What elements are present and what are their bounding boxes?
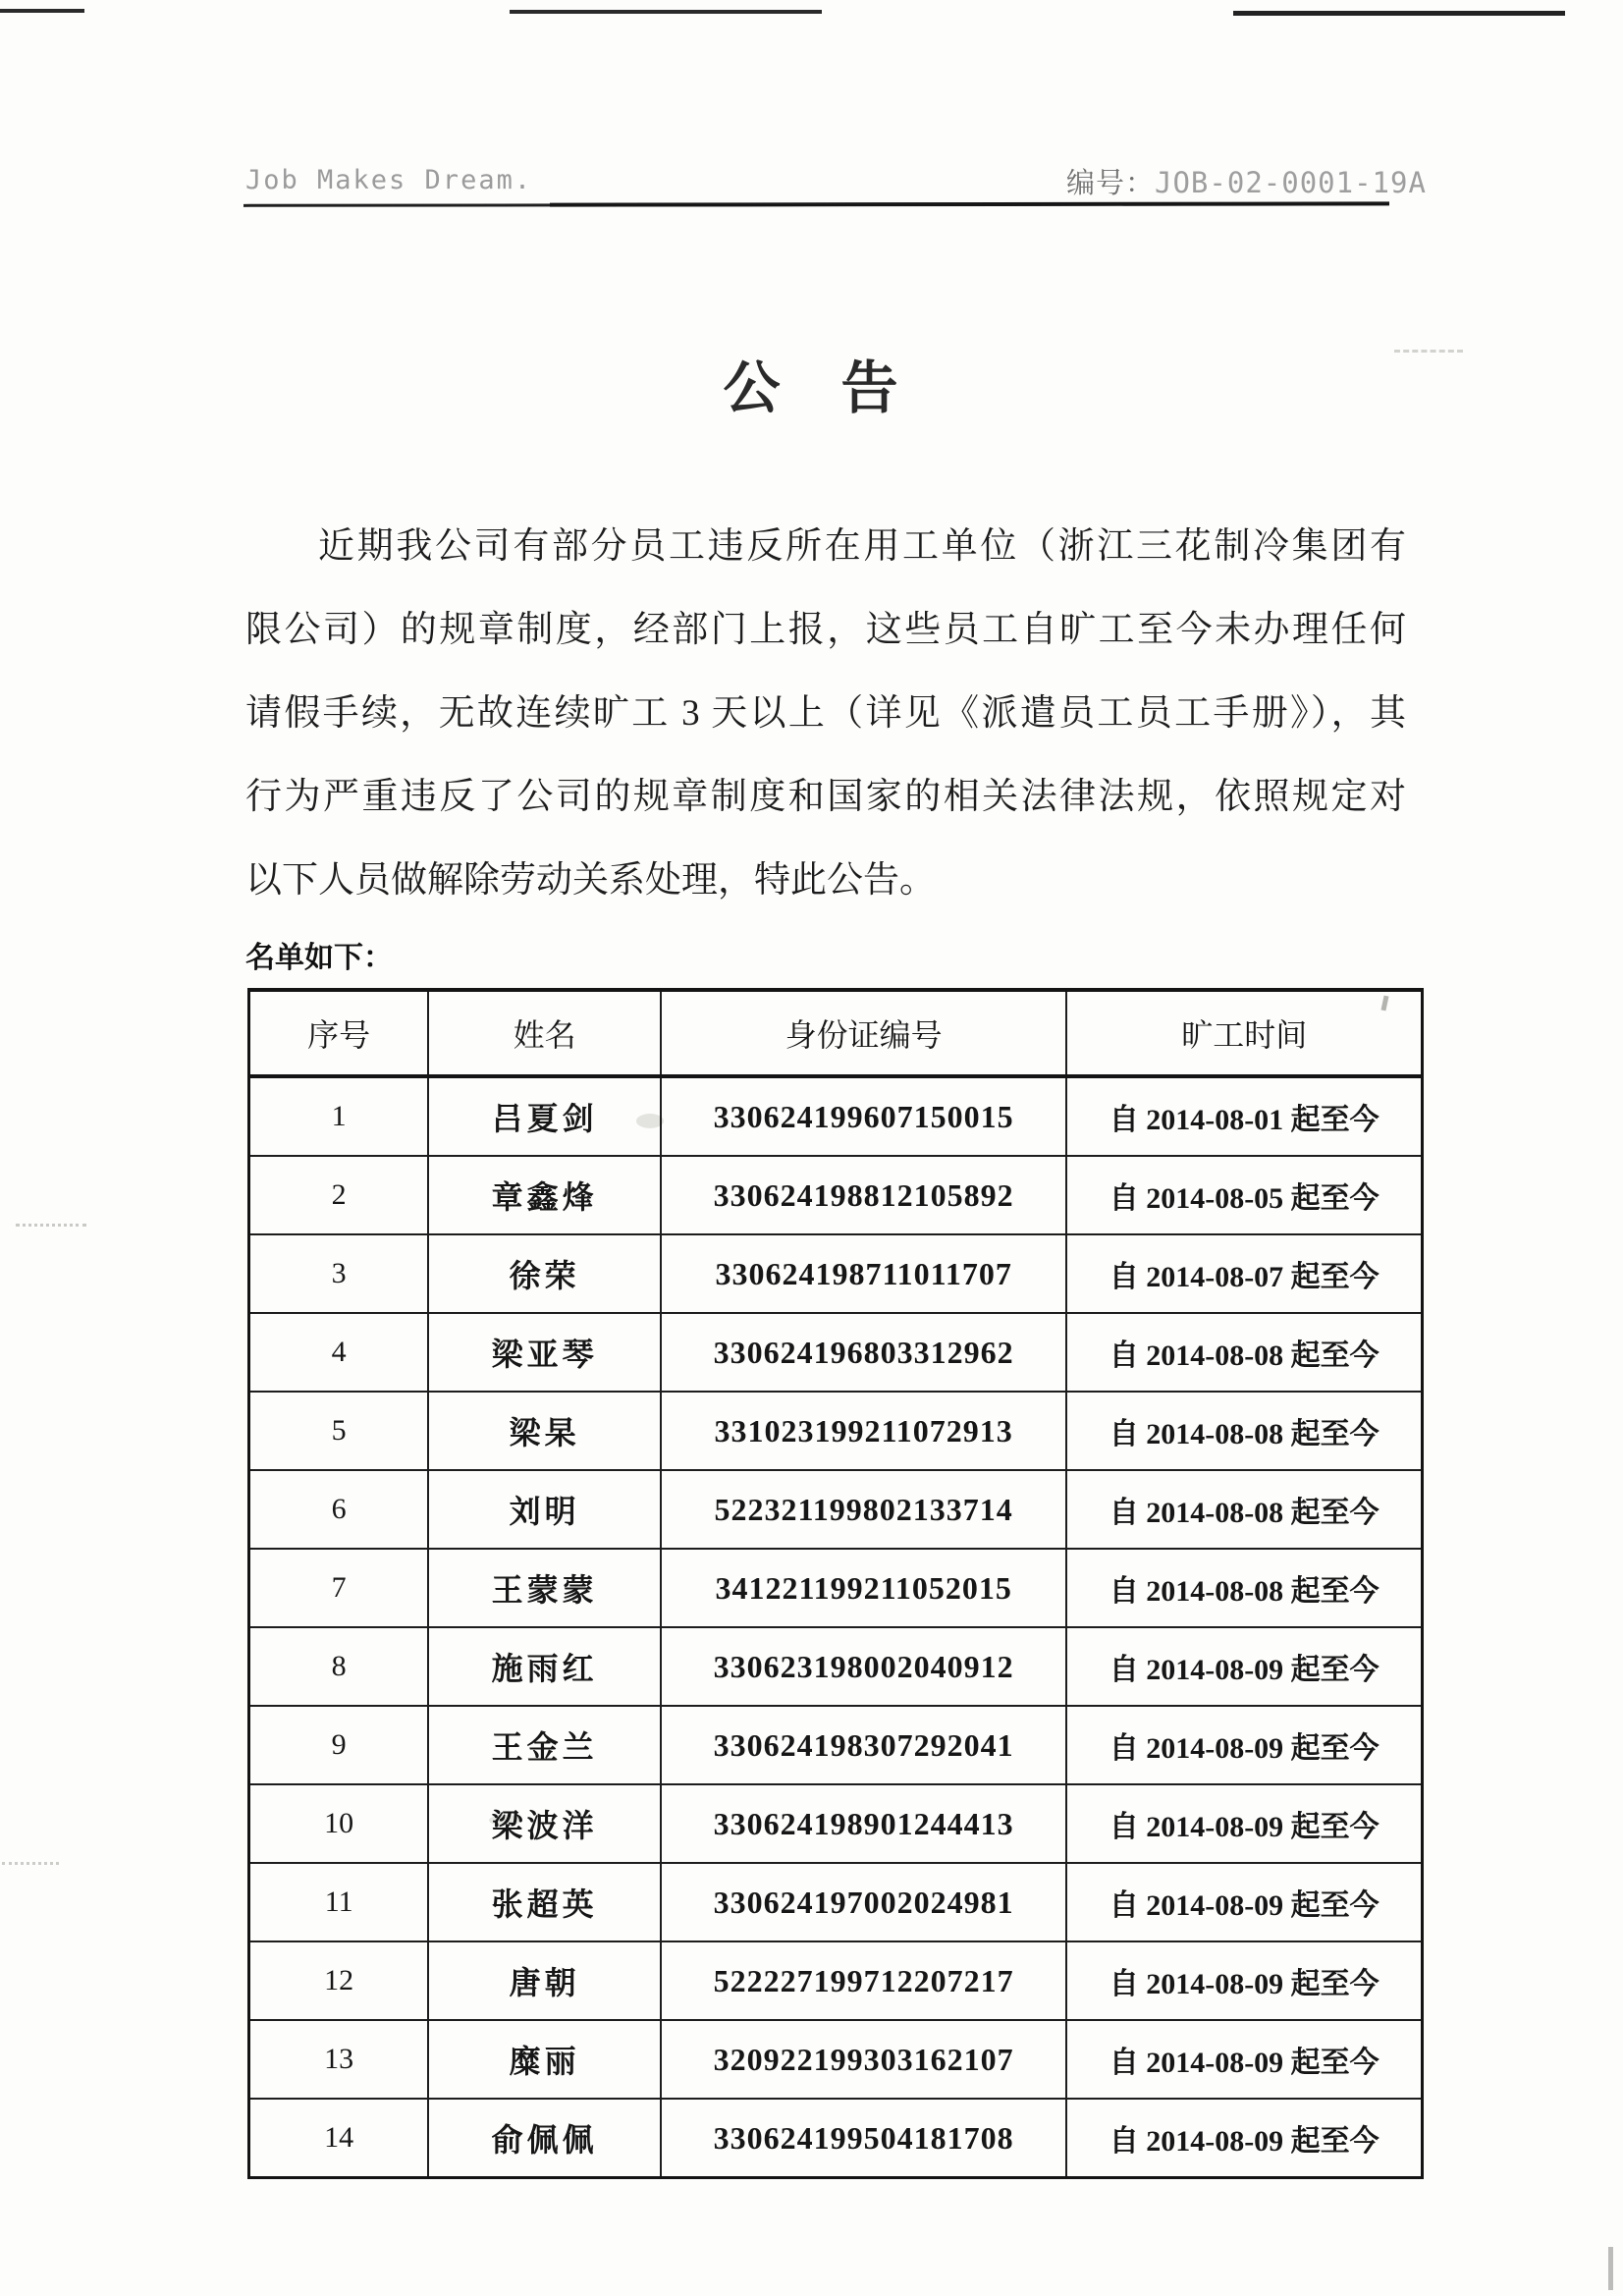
table-row [249, 1941, 1423, 2020]
table-row [249, 1470, 1423, 1549]
id-number: 320922199303162107 [661, 2020, 1066, 2099]
employee-name: 吕夏剑 [428, 1076, 661, 1156]
row-index: 1 [249, 1076, 429, 1156]
scan-artifact-line [1233, 11, 1565, 16]
header-cell-id: 身份证编号 [661, 990, 1066, 1076]
employee-name: 梁波洋 [428, 1784, 661, 1863]
id-number: 330624198901244413 [661, 1784, 1066, 1863]
table-row [249, 1627, 1423, 1706]
row-index: 8 [249, 1627, 429, 1706]
table-row [249, 1076, 1423, 1156]
table-row [249, 2099, 1423, 2178]
row-index: 9 [249, 1706, 429, 1784]
id-number: 522227199712207217 [661, 1941, 1066, 2020]
id-number: 330624198307292041 [661, 1706, 1066, 1784]
employee-name: 梁亚琴 [428, 1313, 661, 1392]
scan-artifact-dots [16, 1224, 86, 1230]
row-index: 12 [249, 1941, 429, 2020]
scan-artifact-dots [2, 1862, 59, 1869]
row-index: 11 [249, 1863, 429, 1941]
table-header-row [249, 990, 1423, 1076]
id-number: 330624198812105892 [661, 1156, 1066, 1234]
table-row [249, 1234, 1423, 1313]
row-index: 7 [249, 1549, 429, 1627]
scan-artifact-bar [1608, 2247, 1613, 2290]
row-index: 10 [249, 1784, 429, 1863]
absence-period: 自 2014-08-09 起至今 [1066, 1706, 1422, 1784]
row-index: 13 [249, 2020, 429, 2099]
roster-table [247, 988, 1424, 2179]
absence-period: 自 2014-08-09 起至今 [1066, 1941, 1422, 2020]
letterhead-slogan: Job Makes Dream. [245, 165, 533, 195]
row-index: 4 [249, 1313, 429, 1392]
absence-period: 自 2014-08-08 起至今 [1066, 1313, 1422, 1392]
header-cell-index: 序号 [249, 990, 429, 1076]
scan-artifact-line [510, 10, 822, 14]
row-index: 5 [249, 1392, 429, 1470]
employee-name: 施雨红 [428, 1627, 661, 1706]
doc-number-value: JOB-02-0001-19A [1155, 166, 1427, 199]
body-line: 近期我公司有部分员工违反所在用工单位（浙江三花制冷集团有 [318, 526, 1406, 567]
table-row [249, 1313, 1423, 1392]
absence-period: 自 2014-08-09 起至今 [1066, 2099, 1422, 2178]
id-number: 522321199802133714 [661, 1470, 1066, 1549]
id-number: 330624196803312962 [661, 1313, 1066, 1392]
page-title: 公 告 [723, 356, 900, 420]
employee-name: 刘明 [428, 1470, 661, 1549]
absence-period: 自 2014-08-08 起至今 [1066, 1392, 1422, 1470]
employee-name: 梁杲 [428, 1392, 661, 1470]
id-number: 330624198711011707 [661, 1234, 1066, 1313]
id-number: 330623198002040912 [661, 1627, 1066, 1706]
body-line: 行为严重违反了公司的规章制度和国家的相关法律法规，依照规定对 [245, 777, 1406, 817]
doc-number-label: 编号： [1066, 166, 1156, 199]
body-line: 请假手续，无故连续旷工 3 天以上（详见《派遣员工员工手册》），其 [245, 693, 1406, 734]
header-cell-name: 姓名 [428, 990, 661, 1076]
absence-period: 自 2014-08-09 起至今 [1066, 1627, 1422, 1706]
announcement-paragraph [245, 505, 1406, 922]
absence-period: 自 2014-08-07 起至今 [1066, 1234, 1422, 1313]
table-row [249, 1549, 1423, 1627]
row-index: 14 [249, 2099, 429, 2178]
body-line: 以下人员做解除劳动关系处理，特此公告。 [245, 860, 936, 901]
absence-period: 自 2014-08-09 起至今 [1066, 2020, 1422, 2099]
list-label: 名单如下： [245, 942, 393, 974]
employee-name: 章鑫烽 [428, 1156, 661, 1234]
letterhead-rule-overlap [550, 201, 1389, 206]
id-number: 330624197002024981 [661, 1863, 1066, 1941]
body-line: 限公司）的规章制度，经部门上报，这些员工自旷工至今未办理任何 [245, 610, 1406, 650]
employee-name: 徐荣 [428, 1234, 661, 1313]
employee-name: 张超英 [428, 1863, 661, 1941]
row-index: 6 [249, 1470, 429, 1549]
absence-period: 自 2014-08-05 起至今 [1066, 1156, 1422, 1234]
employee-name: 王蒙蒙 [428, 1549, 661, 1627]
scan-artifact-line [0, 9, 84, 13]
employee-name: 糜丽 [428, 2020, 661, 2099]
employee-name: 唐朝 [428, 1941, 661, 2020]
table-row [249, 1706, 1423, 1784]
id-number: 330624199504181708 [661, 2099, 1066, 2178]
table-row [249, 1863, 1423, 1941]
id-number: 331023199211072913 [661, 1392, 1066, 1470]
table-row [249, 1784, 1423, 1863]
employee-name: 俞佩佩 [428, 2099, 661, 2178]
absence-period: 自 2014-08-09 起至今 [1066, 1863, 1422, 1941]
absence-period: 自 2014-08-08 起至今 [1066, 1470, 1422, 1549]
table-row [249, 2020, 1423, 2099]
id-number: 341221199211052015 [661, 1549, 1066, 1627]
doc-number [1066, 161, 1427, 201]
absence-period: 自 2014-08-08 起至今 [1066, 1549, 1422, 1627]
employee-name: 王金兰 [428, 1706, 661, 1784]
header-cell-absence: 旷工时间 [1066, 990, 1422, 1076]
table-body [249, 1076, 1423, 2178]
id-number: 330624199607150015 [661, 1076, 1066, 1156]
row-index: 2 [249, 1156, 429, 1234]
row-index: 3 [249, 1234, 429, 1313]
absence-period: 自 2014-08-01 起至今 [1066, 1076, 1422, 1156]
table-row [249, 1392, 1423, 1470]
absence-period: 自 2014-08-09 起至今 [1066, 1784, 1422, 1863]
table-row [249, 1156, 1423, 1234]
